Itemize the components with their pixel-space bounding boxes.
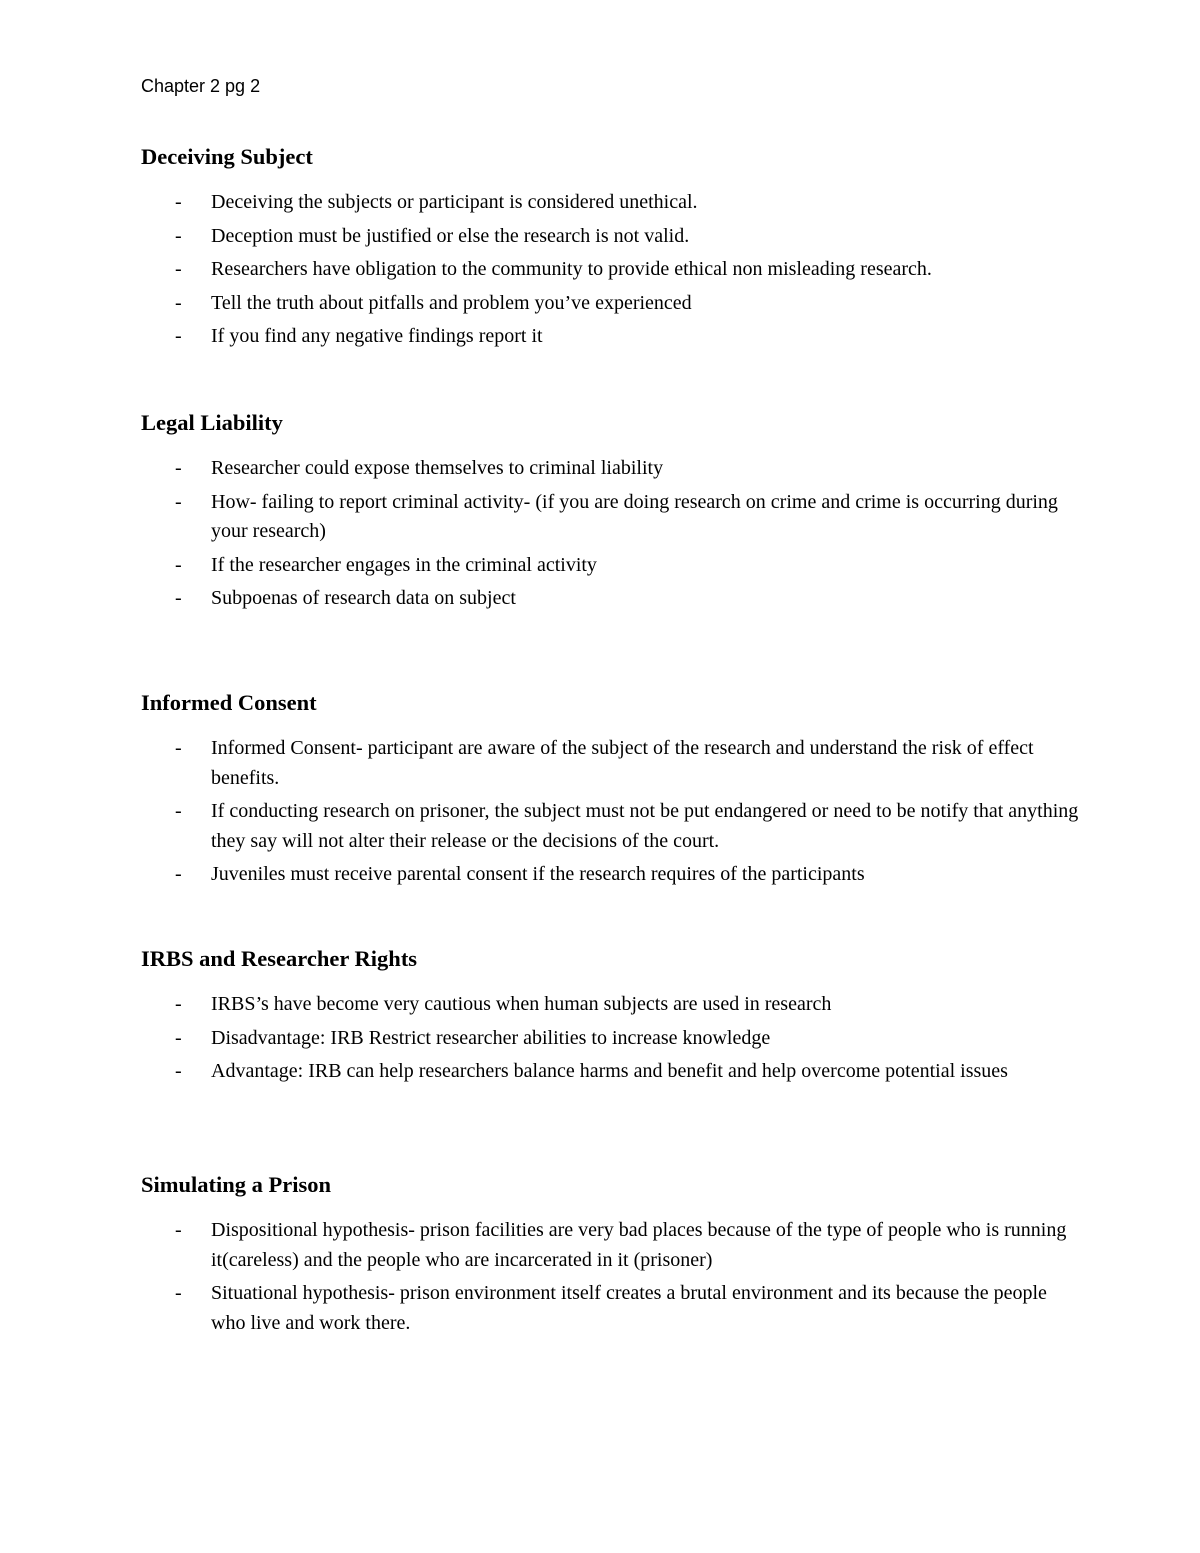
list-item-text: Researchers have obligation to the community to provide ethical non misleading research. [211, 258, 932, 280]
section-title: Deceiving Subject [141, 144, 313, 169]
dash-marker: - [175, 737, 182, 759]
list-item [141, 289, 1081, 319]
list-item [141, 454, 1081, 484]
dash-marker: - [175, 1219, 182, 1241]
dash-marker: - [175, 291, 182, 314]
section-title: Informed Consent [141, 690, 317, 715]
list-item [141, 222, 1081, 252]
dash-marker: - [175, 1282, 182, 1304]
list-item [141, 734, 1081, 793]
list-item-text: Tell the truth about pitfalls and problem you’ve experienced [211, 291, 692, 314]
section-irbs-researcher-rights [141, 944, 1081, 1091]
list-item-text: IRBS’s have become very cautious when human subjects are used in research [211, 993, 832, 1015]
dash-marker: - [175, 1026, 182, 1049]
dash-marker: - [175, 587, 182, 609]
list-item [141, 990, 1081, 1020]
section-informed-consent [141, 688, 1081, 894]
bullet-list [141, 990, 1081, 1087]
dash-marker: - [175, 490, 182, 513]
list-item-text: Subpoenas of research data on subject [211, 587, 516, 609]
list-item-text: Disadvantage: IRB Restrict researcher abilities to increase knowledge [211, 1026, 771, 1049]
dash-marker: - [175, 457, 182, 479]
dash-marker: - [175, 258, 182, 280]
section-title: Simulating a Prison [141, 1172, 332, 1197]
section-legal-liability [141, 408, 1081, 618]
bullet-list [141, 454, 1081, 614]
dash-marker: - [175, 800, 182, 822]
list-item [141, 188, 1081, 218]
bullet-list [141, 1216, 1081, 1338]
list-item-text: If you find any negative findings report it [211, 325, 543, 347]
section-title: Legal Liability [141, 410, 283, 435]
dash-marker: - [175, 553, 182, 576]
bullet-list [141, 188, 1081, 352]
list-item [141, 255, 1081, 285]
dash-marker: - [175, 325, 182, 347]
list-item-text: How- failing to report criminal activity- (if you are doing research on crime and crime is occurring during your research) [211, 490, 1058, 542]
list-item [141, 860, 1081, 890]
section-simulating-prison [141, 1170, 1081, 1342]
list-item [141, 1057, 1081, 1087]
list-item-text: Dispositional hypothesis- prison facilities are very bad places because of the type of people who is running it(careless) and the people who are incarcerated in it (prisoner) [211, 1219, 1067, 1271]
list-item [141, 1279, 1081, 1338]
list-item-text: Advantage: IRB can help researchers balance harms and benefit and help overcome potential issues [211, 1060, 1008, 1082]
list-item [141, 1024, 1081, 1054]
list-item [141, 322, 1081, 352]
bullet-list [141, 734, 1081, 890]
list-item-text: If the researcher engages in the criminal activity [211, 553, 597, 576]
dash-marker: - [175, 1060, 182, 1082]
list-item-text: If conducting research on prisoner, the subject must not be put endangered or need to be notify that anything they say will not alter their release or the decisions of the court. [211, 800, 1079, 852]
dash-marker: - [175, 224, 182, 247]
dash-marker: - [175, 191, 182, 213]
list-item-text: Deception must be justified or else the research is not valid. [211, 224, 690, 247]
list-item-text: Deceiving the subjects or participant is considered unethical. [211, 191, 698, 213]
dash-marker: - [175, 863, 182, 885]
list-item [141, 1216, 1081, 1275]
dash-marker: - [175, 993, 182, 1015]
list-item-text: Situational hypothesis- prison environment itself creates a brutal environment and its because the people who live and work there. [211, 1282, 1047, 1334]
page-header: Chapter 2 pg 2 [141, 76, 261, 96]
list-item-text: Researcher could expose themselves to criminal liability [211, 457, 664, 479]
list-item-text: Juveniles must receive parental consent if the research requires of the participants [211, 863, 865, 885]
list-item [141, 584, 1081, 614]
list-item [141, 797, 1081, 856]
section-deceiving-subject [141, 142, 1081, 356]
list-item-text: Informed Consent- participant are aware of the subject of the research and understand the risk of effect benefits. [211, 737, 1034, 789]
list-item [141, 488, 1081, 547]
list-item [141, 551, 1081, 581]
section-title: IRBS and Researcher Rights [141, 946, 418, 971]
